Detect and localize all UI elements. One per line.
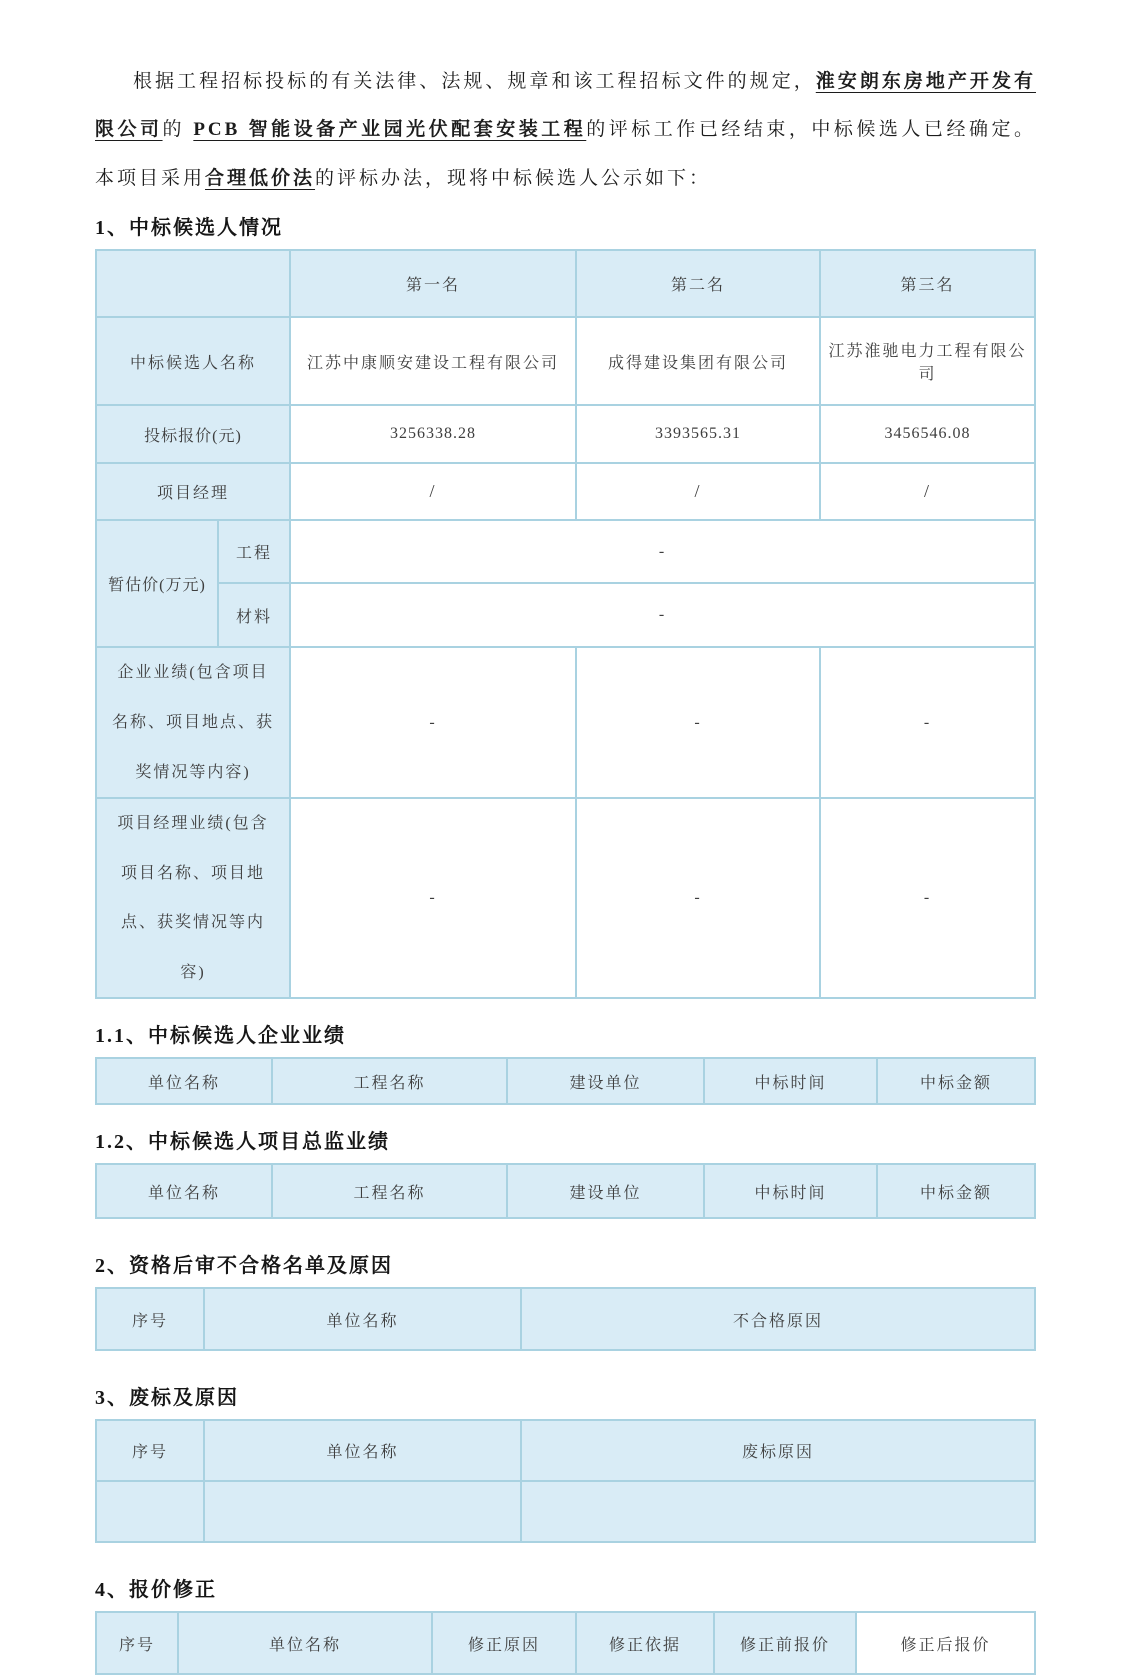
col-header-construction-unit: 建设单位 bbox=[507, 1164, 704, 1218]
table-row bbox=[96, 1481, 1035, 1542]
table-row bbox=[96, 1288, 1035, 1350]
section4-title: 4、报价修正 bbox=[95, 1579, 217, 1602]
table-row bbox=[96, 520, 1035, 583]
section1-1-title: 1.1、中标候选人企业业绩 bbox=[95, 1025, 346, 1048]
row-label-bid-price: 投标报价(元) bbox=[96, 405, 290, 463]
manager-performance-3: - bbox=[820, 798, 1035, 998]
col-header-unit-name: 单位名称 bbox=[204, 1420, 521, 1481]
col-header-correction-reason: 修正原因 bbox=[432, 1612, 576, 1674]
table-row bbox=[96, 250, 1035, 317]
table-row bbox=[96, 583, 1035, 647]
section1-title: 1、中标候选人情况 bbox=[95, 217, 283, 240]
col-header-award-time: 中标时间 bbox=[704, 1164, 877, 1218]
row-label-manager-performance: 项目经理业绩(包含项目名称、项目地点、获奖情况等内容) bbox=[96, 798, 290, 998]
table-row bbox=[96, 798, 1035, 998]
rank-header-2: 第二名 bbox=[576, 250, 820, 317]
price-correction-table bbox=[95, 1611, 1036, 1675]
owner-company-name: 淮安朗东房地产开发有限公司 bbox=[95, 71, 1036, 141]
candidate-name-2: 成得建设集团有限公司 bbox=[576, 317, 820, 405]
col-header-serial-number: 序号 bbox=[96, 1612, 178, 1674]
document-page bbox=[0, 58, 1131, 1658]
company-performance-3: - bbox=[820, 647, 1035, 798]
intro-part4: 的评标办法，现将中标候选人公示如下： bbox=[315, 167, 712, 189]
col-header-serial-number: 序号 bbox=[96, 1288, 204, 1350]
col-header-price-before: 修正前报价 bbox=[714, 1612, 856, 1674]
section3-title: 3、废标及原因 bbox=[95, 1387, 239, 1410]
rank-header-1: 第一名 bbox=[290, 250, 576, 317]
section1-2-title: 1.2、中标候选人项目总监业绩 bbox=[95, 1131, 390, 1154]
table-row bbox=[96, 317, 1035, 405]
intro-paragraph bbox=[95, 58, 1036, 203]
empty-cell bbox=[204, 1481, 521, 1542]
manager-performance-1: - bbox=[290, 798, 576, 998]
table-row bbox=[96, 1612, 1035, 1674]
rejected-bids-table bbox=[95, 1419, 1036, 1543]
document-content bbox=[0, 58, 1131, 1675]
section2-title: 2、资格后审不合格名单及原因 bbox=[95, 1255, 393, 1278]
corner-cell bbox=[96, 250, 290, 317]
intro-part3: 的评标工作已经结束，中标候选人已经确定。本项目采用 bbox=[95, 119, 1036, 189]
supervisor-performance-table bbox=[95, 1163, 1036, 1219]
company-performance-2: - bbox=[576, 647, 820, 798]
candidate-name-3: 江苏淮驰电力工程有限公司 bbox=[820, 317, 1035, 405]
col-header-construction-unit: 建设单位 bbox=[507, 1058, 704, 1104]
rank-header-3: 第三名 bbox=[820, 250, 1035, 317]
row-label-project-manager: 项目经理 bbox=[96, 463, 290, 520]
table-row bbox=[96, 1058, 1035, 1104]
col-header-award-amount: 中标金额 bbox=[877, 1058, 1035, 1104]
estimate-project-value: - bbox=[290, 520, 1035, 583]
evaluation-method: 合理低价法 bbox=[205, 167, 316, 189]
estimate-material-value: - bbox=[290, 583, 1035, 647]
col-header-unit-name: 单位名称 bbox=[178, 1612, 432, 1674]
table-row bbox=[96, 1420, 1035, 1481]
candidates-table bbox=[95, 249, 1036, 999]
intro-part1: 根据工程招标投标的有关法律、法规、规章和该工程招标文件的规定， bbox=[133, 71, 816, 92]
col-header-project-name: 工程名称 bbox=[272, 1058, 507, 1104]
project-manager-1: / bbox=[290, 463, 576, 520]
col-header-unit-name: 单位名称 bbox=[96, 1058, 272, 1104]
table-row bbox=[96, 1164, 1035, 1218]
project-manager-2: / bbox=[576, 463, 820, 520]
table-row bbox=[96, 405, 1035, 463]
col-header-correction-basis: 修正依据 bbox=[576, 1612, 714, 1674]
col-header-project-name: 工程名称 bbox=[272, 1164, 507, 1218]
estimate-sub-label-project: 工程 bbox=[218, 520, 290, 583]
company-performance-table bbox=[95, 1057, 1036, 1105]
col-header-serial-number: 序号 bbox=[96, 1420, 204, 1481]
bid-price-1: 3256338.28 bbox=[290, 405, 576, 463]
table-row bbox=[96, 463, 1035, 520]
bid-price-2: 3393565.31 bbox=[576, 405, 820, 463]
table-row bbox=[96, 647, 1035, 798]
col-header-unit-name: 单位名称 bbox=[96, 1164, 272, 1218]
project-name: PCB 智能设备产业园光伏配套安装工程 bbox=[193, 119, 587, 141]
col-header-unit-name: 单位名称 bbox=[204, 1288, 521, 1350]
col-header-award-amount: 中标金额 bbox=[877, 1164, 1035, 1218]
manager-performance-2: - bbox=[576, 798, 820, 998]
row-label-company-performance: 企业业绩(包含项目名称、项目地点、获奖情况等内容) bbox=[96, 647, 290, 798]
candidate-name-1: 江苏中康顺安建设工程有限公司 bbox=[290, 317, 576, 405]
company-performance-1: - bbox=[290, 647, 576, 798]
intro-part2: 的 bbox=[162, 119, 194, 141]
bid-price-3: 3456546.08 bbox=[820, 405, 1035, 463]
unqualified-table bbox=[95, 1287, 1036, 1351]
empty-cell bbox=[521, 1481, 1035, 1542]
row-label-estimate: 暂估价(万元) bbox=[96, 520, 218, 647]
project-manager-3: / bbox=[820, 463, 1035, 520]
row-label-candidate-name: 中标候选人名称 bbox=[96, 317, 290, 405]
empty-cell bbox=[96, 1481, 204, 1542]
col-header-price-after: 修正后报价 bbox=[856, 1612, 1035, 1674]
col-header-unqualified-reason: 不合格原因 bbox=[521, 1288, 1035, 1350]
col-header-rejection-reason: 废标原因 bbox=[521, 1420, 1035, 1481]
estimate-sub-label-material: 材料 bbox=[218, 583, 290, 647]
col-header-award-time: 中标时间 bbox=[704, 1058, 877, 1104]
